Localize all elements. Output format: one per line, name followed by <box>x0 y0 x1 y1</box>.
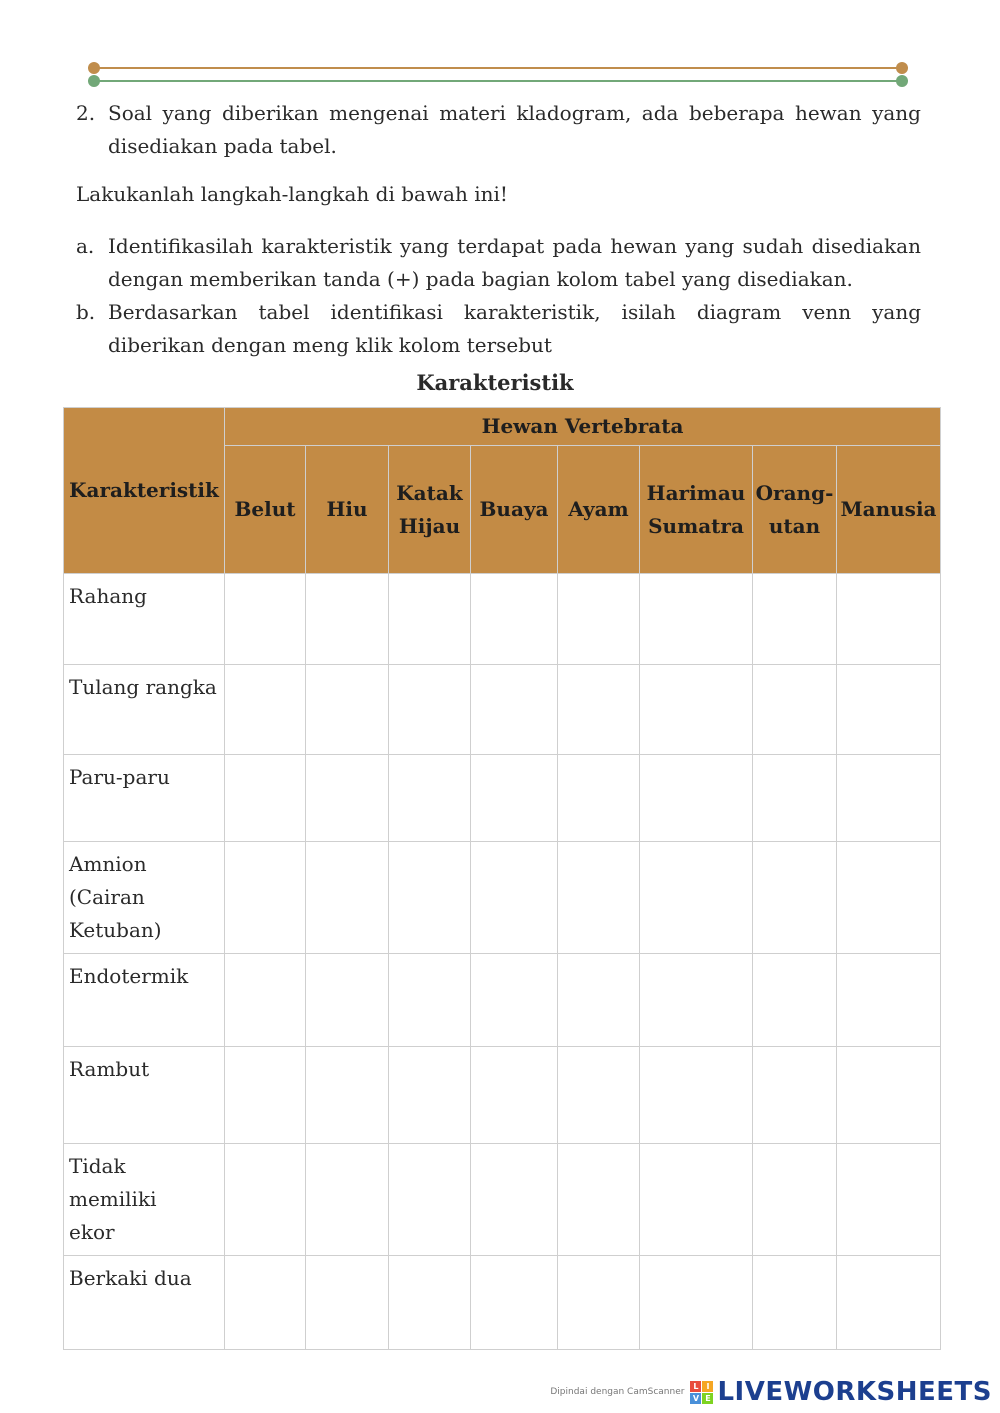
characteristic-label <box>64 1144 225 1256</box>
characteristics-table <box>63 407 941 1350</box>
liveworksheets-logo-icon <box>690 1381 713 1404</box>
answer-cell[interactable] <box>306 1144 389 1256</box>
scan-note: Dipindai dengan CamScanner <box>550 1387 685 1397</box>
table-row <box>64 574 941 665</box>
characteristic-label-line: Rambut <box>69 1057 150 1081</box>
column-header-line: Buaya <box>479 497 549 521</box>
column-header-line: Belut <box>234 497 296 521</box>
characteristic-label-line: ekor <box>69 1220 115 1244</box>
answer-cell[interactable] <box>837 665 941 755</box>
answer-cell[interactable] <box>389 1047 471 1144</box>
characteristic-label-line: Endotermik <box>69 964 189 988</box>
answer-cell[interactable] <box>389 574 471 665</box>
answer-cell[interactable] <box>640 755 753 842</box>
liveworksheets-brand: LIVEWORKSHEETS <box>717 1377 992 1407</box>
step-marker: a. <box>76 234 95 258</box>
characteristic-label <box>64 842 225 954</box>
column-header-line: Hijau <box>398 513 461 538</box>
table-row <box>64 755 941 842</box>
column-header <box>306 446 389 574</box>
answer-cell[interactable] <box>753 755 837 842</box>
table-row <box>64 1144 941 1256</box>
answer-cell[interactable] <box>837 1047 941 1144</box>
answer-cell[interactable] <box>225 954 306 1047</box>
answer-cell[interactable] <box>753 1047 837 1144</box>
answer-cell[interactable] <box>753 842 837 954</box>
question-text: Soal yang diberikan mengenai materi kladogram, ada beberapa hewan yang disediakan pada tabel. <box>108 101 921 158</box>
answer-cell[interactable] <box>558 954 640 1047</box>
characteristic-label <box>64 954 225 1047</box>
answer-cell[interactable] <box>471 755 558 842</box>
answer-cell[interactable] <box>306 842 389 954</box>
characteristic-label-line: Paru-paru <box>69 765 170 789</box>
answer-cell[interactable] <box>389 954 471 1047</box>
column-header <box>558 446 640 574</box>
answer-cell[interactable] <box>225 1144 306 1256</box>
answer-cell[interactable] <box>640 842 753 954</box>
answer-cell[interactable] <box>389 1144 471 1256</box>
answer-cell[interactable] <box>837 842 941 954</box>
characteristic-label-line: Rahang <box>69 584 147 608</box>
answer-cell[interactable] <box>640 1256 753 1350</box>
answer-cell[interactable] <box>225 574 306 665</box>
step-marker: b. <box>76 300 96 324</box>
answer-cell[interactable] <box>225 1047 306 1144</box>
step-item <box>76 230 921 296</box>
table-row <box>64 954 941 1047</box>
answer-cell[interactable] <box>306 574 389 665</box>
column-header-line: utan <box>768 513 821 538</box>
column-header-line: Sumatra <box>648 513 744 538</box>
characteristic-label <box>64 1256 225 1350</box>
characteristic-label-line: Ketuban) <box>69 918 162 942</box>
answer-cell[interactable] <box>558 1256 640 1350</box>
column-header <box>225 446 306 574</box>
decor-line-bottom <box>88 71 908 91</box>
answer-cell[interactable] <box>753 574 837 665</box>
step-text: Berdasarkan tabel identifikasi karakteristik, isilah diagram venn yang diberikan dengan meng klik kolom tersebut <box>108 300 921 357</box>
column-header <box>837 446 941 574</box>
answer-cell[interactable] <box>471 842 558 954</box>
group-header-cell: Hewan Vertebrata <box>225 408 941 446</box>
column-header-line: Manusia <box>840 497 937 521</box>
answer-cell[interactable] <box>471 1047 558 1144</box>
question-number: 2. <box>76 101 96 125</box>
answer-cell[interactable] <box>225 842 306 954</box>
characteristic-label <box>64 1047 225 1144</box>
answer-cell[interactable] <box>640 1144 753 1256</box>
logo-letter: L <box>690 1381 701 1392</box>
characteristic-label <box>64 574 225 665</box>
logo-letter: E <box>702 1393 713 1404</box>
answer-cell[interactable] <box>389 755 471 842</box>
answer-cell[interactable] <box>837 1256 941 1350</box>
answer-cell[interactable] <box>837 954 941 1047</box>
answer-cell[interactable] <box>306 665 389 755</box>
answer-cell[interactable] <box>471 574 558 665</box>
answer-cell[interactable] <box>558 574 640 665</box>
answer-cell[interactable] <box>225 755 306 842</box>
table-row <box>64 842 941 954</box>
table-row <box>64 665 941 755</box>
answer-cell[interactable] <box>389 842 471 954</box>
column-header <box>471 446 558 574</box>
column-header <box>389 446 471 574</box>
answer-cell[interactable] <box>558 665 640 755</box>
answer-cell[interactable] <box>225 665 306 755</box>
answer-cell[interactable] <box>471 1144 558 1256</box>
answer-cell[interactable] <box>753 1256 837 1350</box>
step-item <box>76 296 921 362</box>
characteristic-label-line: Berkaki dua <box>69 1266 192 1290</box>
characteristic-label <box>64 755 225 842</box>
answer-cell[interactable] <box>306 1047 389 1144</box>
row-header-cell: Karakteristik <box>64 408 225 574</box>
answer-cell[interactable] <box>640 1047 753 1144</box>
answer-cell[interactable] <box>558 755 640 842</box>
table-row <box>64 1047 941 1144</box>
answer-cell[interactable] <box>640 954 753 1047</box>
answer-cell[interactable] <box>558 1047 640 1144</box>
answer-cell[interactable] <box>558 1144 640 1256</box>
steps-list <box>76 230 921 362</box>
step-text: Identifikasilah karakteristik yang terdapat pada hewan yang sudah disediakan dengan memberikan tanda (+) pada bagian kolom tabel yang disediakan. <box>108 234 921 291</box>
column-header-line: Ayam <box>568 497 629 521</box>
answer-cell[interactable] <box>640 574 753 665</box>
characteristic-label-line: (Cairan <box>69 885 145 909</box>
answer-cell[interactable] <box>558 842 640 954</box>
logo-letter: I <box>702 1381 713 1392</box>
logo-letter: V <box>690 1393 701 1404</box>
answer-cell[interactable] <box>837 1144 941 1256</box>
answer-cell[interactable] <box>837 755 941 842</box>
answer-cell[interactable] <box>225 1256 306 1350</box>
answer-cell[interactable] <box>389 1256 471 1350</box>
answer-cell[interactable] <box>753 954 837 1047</box>
column-header <box>640 446 753 574</box>
question <box>76 97 921 163</box>
footer <box>550 1377 992 1407</box>
column-header-line: Hiu <box>326 497 368 521</box>
instruction: Lakukanlah langkah-langkah di bawah ini! <box>76 182 508 206</box>
characteristic-label-line: Tidak memiliki <box>69 1154 157 1211</box>
answer-cell[interactable] <box>306 954 389 1047</box>
answer-cell[interactable] <box>837 574 941 665</box>
column-header-line: Orang- <box>755 480 834 505</box>
table-title: Karakteristik <box>416 370 574 395</box>
answer-cell[interactable] <box>471 665 558 755</box>
column-header-line: Katak <box>396 480 463 505</box>
answer-cell[interactable] <box>389 665 471 755</box>
characteristic-label-line: Amnion <box>69 852 147 876</box>
answer-cell[interactable] <box>471 1256 558 1350</box>
answer-cell[interactable] <box>640 665 753 755</box>
answer-cell[interactable] <box>753 665 837 755</box>
answer-cell[interactable] <box>306 755 389 842</box>
answer-cell[interactable] <box>471 954 558 1047</box>
table-row <box>64 1256 941 1350</box>
answer-cell[interactable] <box>753 1144 837 1256</box>
answer-cell[interactable] <box>306 1256 389 1350</box>
characteristic-label-line: Tulang rangka <box>69 675 217 699</box>
column-header <box>753 446 837 574</box>
column-header-line: Harimau <box>646 480 746 505</box>
characteristic-label <box>64 665 225 755</box>
